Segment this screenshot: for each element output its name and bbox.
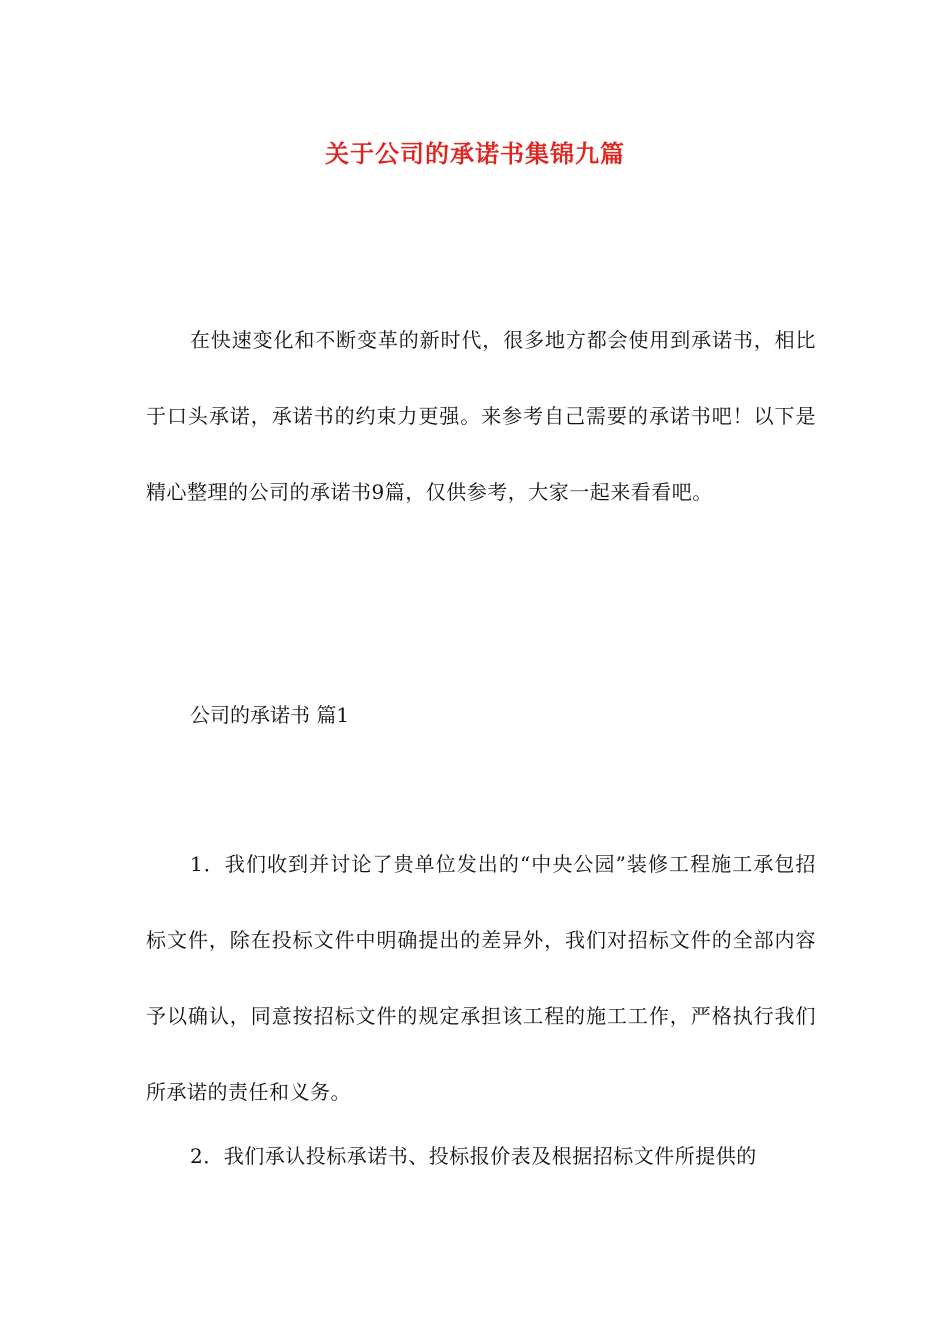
document-title: 关于公司的承诺书集锦九篇 bbox=[325, 140, 625, 168]
clause-paragraph-2: 2．我们承认投标承诺书、投标报价表及根据招标文件所提供的 bbox=[190, 1144, 757, 1168]
intro-paragraph: 在快速变化和不断变革的新时代，很多地方都会使用到承诺书，相比于口头承诺，承诺书的约束力更强。来参考自己需要的承诺书吧！以下是精心整理的公司的承诺书9篇，仅供参考，大家一起来看看吧。 bbox=[146, 328, 816, 504]
section-heading: 公司的承诺书 篇1 bbox=[190, 703, 350, 727]
clause-paragraph-1: 1．我们收到并讨论了贵单位发出的“中央公园”装修工程施工承包招标文件，除在投标文件中明确提出的差异外，我们对招标文件的全部内容予以确认，同意按招标文件的规定承担该工程的施工工作，严格执行我们所承诺的责任和义务。 bbox=[146, 852, 816, 1104]
